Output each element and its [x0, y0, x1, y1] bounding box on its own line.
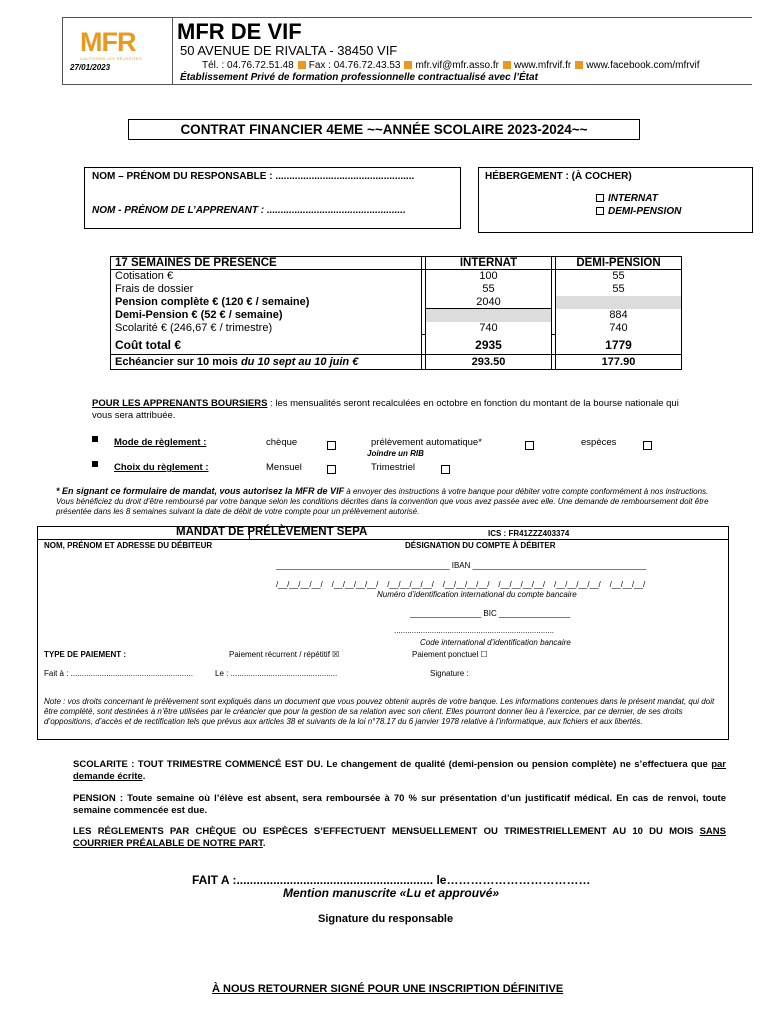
table-row: Cotisation € 100 55: [111, 270, 682, 283]
choix-label: Choix du règlement :: [114, 462, 209, 473]
return-instruction: À NOUS RETOURNER SIGNÉ POUR UNE INSCRIPTION DÉFINITIVE: [212, 983, 564, 995]
bullet-square-icon: [404, 61, 412, 69]
condition-scolarite: SCOLARITE : TOUT TRIMESTRE COMMENCÉ EST DU. Le changement de qualité (demi-pension ou pension complète) ne s’effectuera que par demande écrite.: [73, 759, 726, 782]
org-contacts: [202, 60, 752, 71]
checkbox-icon[interactable]: [596, 207, 604, 215]
table-row: Demi-Pension € (52 € / semaine) 884: [111, 309, 682, 322]
choix-mensuel-label: Mensuel: [266, 462, 302, 473]
website-link[interactable]: www.mfrvif.fr: [513, 60, 572, 71]
type-label: TYPE DE PAIEMENT :: [44, 650, 127, 659]
rib-note: Joindre un RIB: [367, 449, 424, 458]
sepa-signature: Signature :: [430, 669, 469, 678]
header-internat: INTERNAT: [426, 257, 552, 270]
echeancier-row: Echéancier sur 10 mois du 10 sept au 10 juin € 293.50 177.90: [111, 355, 682, 370]
total-row: Coût total € 2935 1779: [111, 335, 682, 355]
bic-dots[interactable]: ........................................................................: [394, 626, 555, 635]
org-status: Établissement Privé de formation professionnelle contractualisé avec l’État: [180, 72, 538, 83]
document-date: 27/01/2023: [70, 63, 111, 72]
table-row: Frais de dossier 55 55: [111, 283, 682, 296]
fax: Fax : 04.76.72.43.53: [308, 60, 401, 71]
logo-tagline: CULTIVONS LES RÉUSSITES: [80, 56, 142, 61]
mfr-logo: [80, 29, 162, 61]
debtor-label: NOM, PRÉNOM ET ADRESSE DU DÉBITEUR: [44, 541, 213, 550]
responsable-field[interactable]: NOM – PRÉNOM DU RESPONSABLE : ..................................................: [92, 171, 415, 182]
header-weeks: 17 SEMAINES DE PRESENCE: [111, 257, 422, 270]
iban-boxes[interactable]: /__/__/__/__/ /__/__/__/__/ /__/__/__/__/ /__/__/__/__/ /__/__/__/__/ /__/__/__/__/ /__/__/__/: [276, 580, 646, 589]
sepa-le[interactable]: Le : ................................................: [215, 669, 338, 678]
iban-field[interactable]: _______________________________________ IBAN _______________________________________: [276, 561, 647, 570]
boursiers-note: POUR LES APPRENANTS BOURSIERS : les mensualités seront recalculées en octobre en fonction du montant de la bourse nationale qui vous sera attribuée.: [92, 398, 679, 421]
facebook-link[interactable]: www.facebook.com/mfrvif: [586, 60, 700, 71]
mode-cheque-label: chèque: [266, 437, 298, 448]
mode-especes-checkbox[interactable]: [643, 436, 656, 454]
sepa-title: MANDAT DE PRÉLÈVEMENT SEPA: [176, 526, 368, 538]
mode-prelevement-label: prélèvement automatique*: [371, 437, 482, 448]
checkbox-icon[interactable]: [596, 194, 604, 202]
condition-reglements: LES RÉGLEMENTS PAR CHÈQUE OU ESPÈCES S’EFFECTUENT MENSUELLEMENT OU TRIMESTRIELLEMENT AU 10 DU MOIS SANS COURRIER PRÉALABLE DE NOTRE PART.: [73, 826, 726, 849]
bic-field[interactable]: ________________ BIC ________________: [410, 609, 571, 618]
logo-text: MFR: [80, 27, 136, 57]
mandat-notice: * En signant ce formulaire de mandat, vous autorisez la MFR de VIF à envoyer des instructions à votre banque pour débiter votre compte conformément à nos instructions. Vous bénéficiez du droit d’être remboursé par votre banque selon les conditions décrites dans la convention que vous avez passée avec elle. Une demande de remboursement doit être présentée dans les 8 semaines suivant la date de débit de votre compte pour un prélèvement autorisé.: [56, 486, 709, 516]
mode-especes-label: espèces: [581, 437, 617, 448]
bullet-icon: [92, 459, 98, 470]
apprenant-field[interactable]: NOM - PRÉNOM DE L’APPRENANT : ..................................................: [92, 205, 406, 216]
mode-prelevement-checkbox[interactable]: [525, 436, 538, 454]
bullet-icon: [92, 434, 98, 445]
header-demi-pension: DEMI-PENSION: [556, 257, 682, 270]
iban-caption: Numéro d’identification international du compte bancaire: [377, 590, 577, 599]
option-internat[interactable]: INTERNAT: [596, 193, 658, 204]
org-address: 50 AVENUE DE RIVALTA - 38450 VIF: [180, 43, 398, 58]
account-label: DÉSIGNATION DU COMPTE À DÉBITER: [405, 541, 556, 550]
sepa-fait-a[interactable]: Fait à : .......................................................: [44, 669, 193, 678]
bullet-square-icon: [503, 61, 511, 69]
condition-pension: PENSION : Toute semaine où l’élève est absent, sera remboursée à 70 % sur présentation d’un justificatif médical. En cas de renvoi, toute semaine commencée est due.: [73, 793, 726, 816]
phone: Tél. : 04.76.72.51.48: [202, 60, 294, 71]
recurrent-option[interactable]: Paiement récurrent / répétitif ☒: [229, 650, 340, 659]
fait-a-field[interactable]: FAIT A :........................................................... le………………………………: [192, 873, 591, 887]
page-title: CONTRAT FINANCIER 4EME ~~ANNÉE SCOLAIRE 2023-2024~~: [128, 119, 640, 140]
choix-trimestriel-label: Trimestriel: [371, 462, 415, 473]
mode-label: Mode de règlement :: [114, 437, 207, 448]
choix-trimestriel-checkbox[interactable]: [441, 460, 454, 478]
bullet-square-icon: [575, 61, 583, 69]
email-link[interactable]: mfr.vif@mfr.asso.fr: [415, 60, 499, 71]
hebergement-title: HÉBERGEMENT : (À COCHER): [485, 171, 632, 182]
table-header-row: [111, 257, 682, 270]
bullet-square-icon: [298, 61, 306, 69]
org-name: MFR DE VIF: [177, 19, 302, 44]
mention-manuscrite: Mention manuscrite «Lu et approuvé»: [283, 886, 500, 900]
table-row: Pension complète € (120 € / semaine) 2040: [111, 296, 682, 309]
sepa-ics: ICS : FR41ZZZ403374: [488, 529, 570, 538]
signature-responsable: Signature du responsable: [318, 913, 454, 925]
ponctuel-option[interactable]: Paiement ponctuel ☐: [412, 650, 488, 659]
bic-caption: Code international d’identification bancaire: [420, 638, 571, 647]
choix-mensuel-checkbox[interactable]: [327, 460, 340, 478]
mode-cheque-checkbox[interactable]: [327, 436, 340, 454]
fees-table: [110, 256, 682, 370]
sepa-note: Note : vos droits concernant le prélèvement sont expliqués dans un document que vous pouvez obtenir auprès de votre banque. Les informations contenues dans le présent mandat, qui doit être complété, sont destinées à n’être utilisées par le créancier que pour la gestion de sa relation avec son client. Elles pourront donner lieu à l’exercice, par ce dernier, de ses droits d’oppositions, d’accès et de rectification tels que prévus aux articles 38 et suivants de la loi n°78.17 du 6 janvier 1978 relative à l’informatique, aux fichiers et aux libertés.: [44, 697, 715, 726]
table-row: Scolarité € (246,67 € / trimestre) 740 740: [111, 322, 682, 335]
option-demi-pension[interactable]: DEMI-PENSION: [596, 206, 681, 217]
